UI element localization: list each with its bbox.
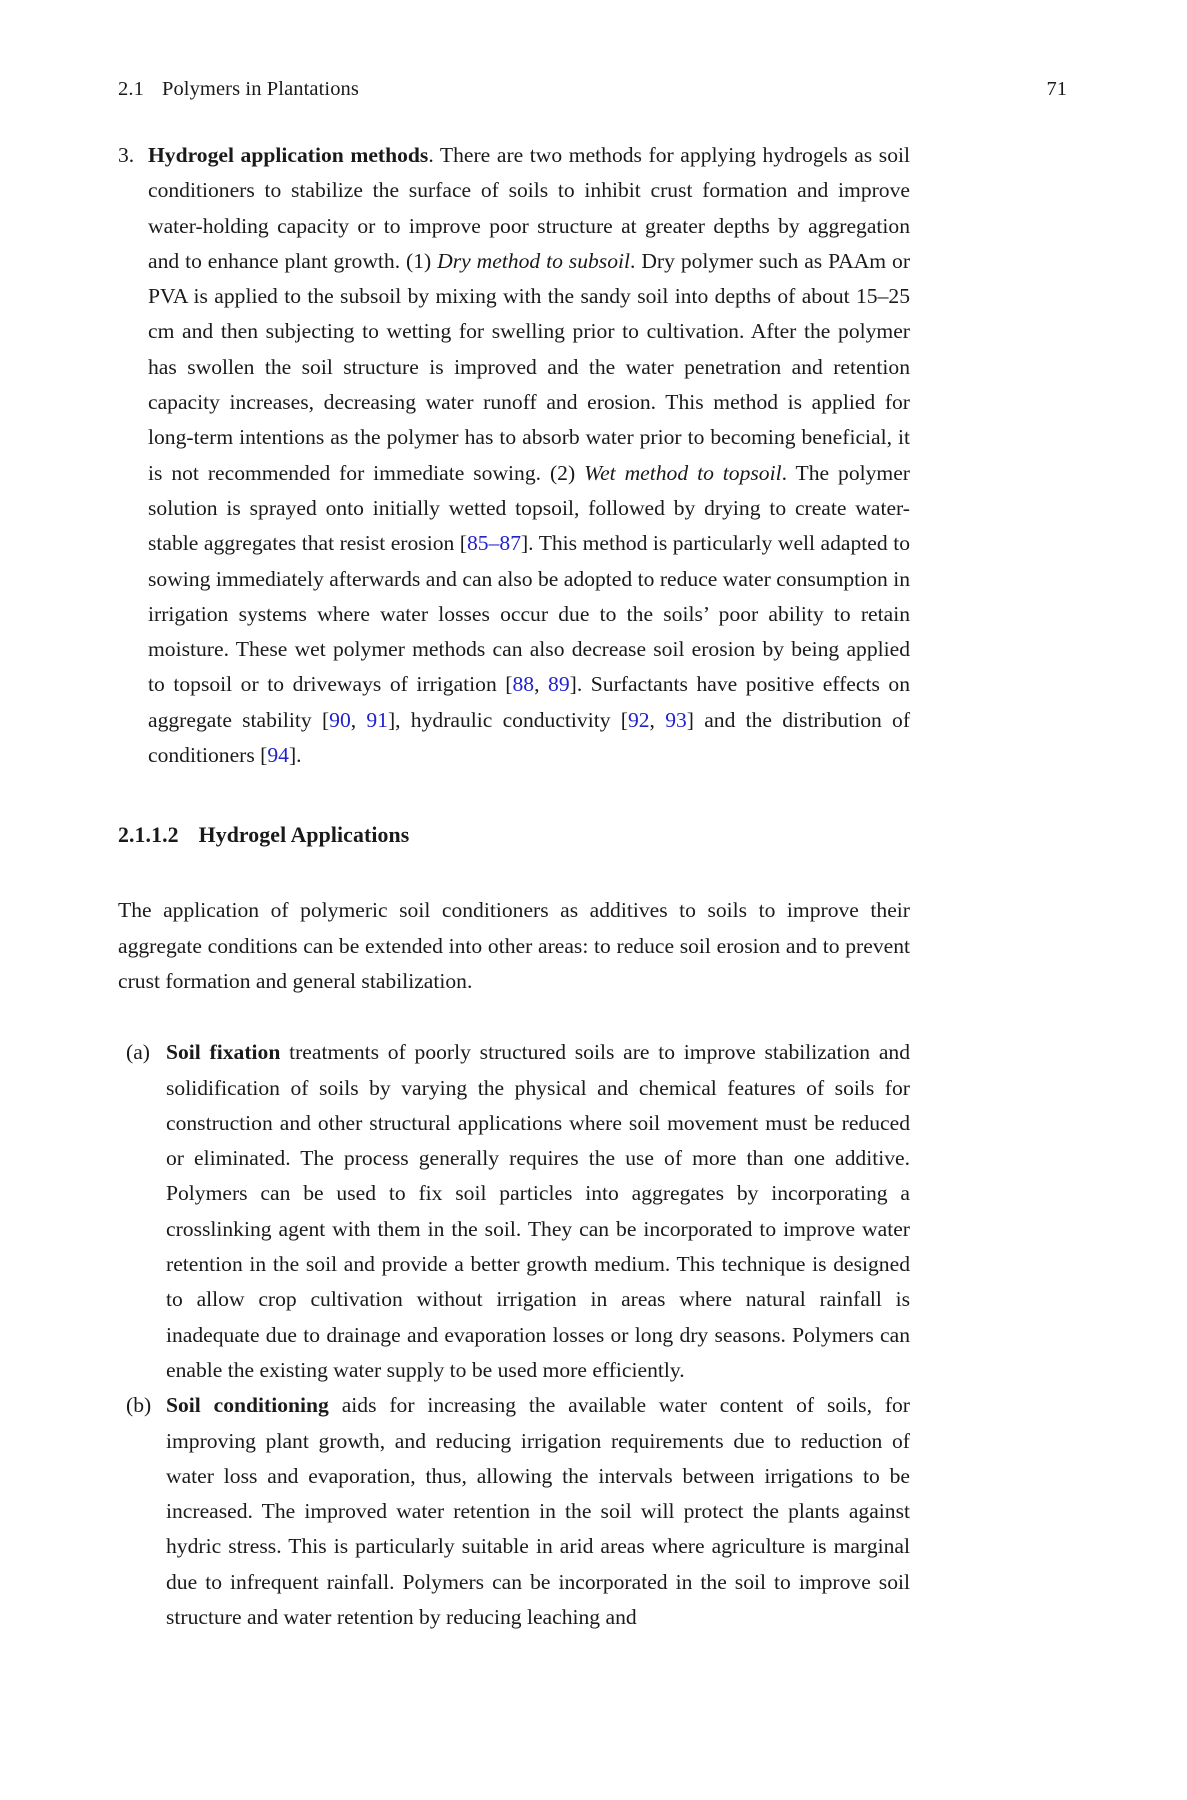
text-run: ] and the distribution of conditioners [ bbox=[148, 707, 911, 768]
citation-link[interactable]: 89 bbox=[548, 672, 570, 697]
citation-link[interactable]: 93 bbox=[665, 707, 687, 732]
citation-link[interactable]: 91 bbox=[366, 707, 388, 732]
header-section-number: 2.1 bbox=[118, 78, 144, 100]
page-content bbox=[118, 138, 910, 1635]
citation-link[interactable]: 90 bbox=[329, 707, 351, 732]
list-item-body bbox=[166, 1035, 910, 1388]
text-run: ]. This method is particularly well adapted to sowing immediately afterwards and can also be adopted to reduce water consumption in irrigation systems where water losses occur due to the soils’ poor ability to retain moisture. These wet polymer methods can also decrease soil erosion by being applied to topsoil or to driveways of irrigation [ bbox=[148, 531, 910, 697]
page-number: 71 bbox=[1046, 78, 1067, 100]
list-item-a bbox=[118, 1035, 910, 1388]
text-run: , bbox=[350, 707, 367, 732]
list-item-numbered-3 bbox=[118, 138, 910, 773]
list-item-body bbox=[166, 1388, 910, 1635]
list-marker: 3. bbox=[118, 143, 135, 167]
lead-in-bold: Soil conditioning bbox=[166, 1393, 329, 1418]
running-header bbox=[118, 78, 908, 101]
subsection-number: 2.1.1.2 bbox=[118, 823, 179, 848]
citation-link[interactable]: 92 bbox=[627, 707, 650, 732]
text-run: . There are two methods for applying hydrogels as soil conditioners to stabilize the surface of soils to inhibit crust formation and improve water-holding capacity or to improve poor structure at greater depths by aggregation and to enhance plant growth. (1) bbox=[148, 143, 910, 273]
paragraph-hydrogel-application-methods bbox=[148, 138, 910, 773]
text-run: treatments of poorly structured soils are to improve stabilization and solidification of soils by varying the physical and chemical features of soils for construction and other structural applications where soil movement must be reduced or eliminated. The process generally requires the use of more than one additive. Polymers can be used to fix soil particles into aggregates by incorporating a crosslinking agent with them in the soil. They can be incorporated to improve water retention in the soil and provide a better growth medium. This technique is designed to allow crop cultivation without irrigation in areas where natural rainfall is inadequate due to drainage and evaporation losses or long dry seasons. Polymers can enable the existing water supply to be used more efficiently. bbox=[166, 1040, 910, 1382]
text-run: ]. Surfactants have positive effects on aggregate stability [ bbox=[148, 672, 910, 732]
list-item-b bbox=[118, 1388, 910, 1635]
list-item-body bbox=[148, 138, 910, 773]
citation-link[interactable]: 85–87 bbox=[467, 531, 521, 556]
text-run: ]. bbox=[288, 743, 302, 768]
text-run: , bbox=[534, 672, 549, 697]
italic-term-wet-method: Wet method to topsoil bbox=[584, 460, 782, 485]
lead-in-bold: Soil fixation bbox=[166, 1040, 281, 1065]
italic-term-dry-method: Dry method to subsoil bbox=[437, 248, 631, 273]
text-run: , bbox=[649, 707, 666, 732]
header-section-title: Polymers in Plantations bbox=[161, 78, 359, 100]
intro-paragraph: The application of polymeric soil conditioners as additives to soils to improve their aggregate conditions can be extended into other areas: to reduce soil erosion and to prevent crust formation and general stabilization. bbox=[118, 898, 910, 993]
text-run: aids for increasing the available water content of soils, for improving plant growth, and reducing irrigation requirements due to reduction of water loss and evaporation, thus, allowing the intervals between irrigations to be increased. The improved water retention in the soil will protect the plants against hydric stress. This is particularly suitable in arid areas where agriculture is marginal due to infrequent rainfall. Polymers can be incorporated in the soil to improve soil structure and water retention by reducing leaching and bbox=[166, 1393, 910, 1629]
text-run: ], hydraulic conductivity [ bbox=[387, 707, 628, 732]
list-marker: (b) bbox=[126, 1393, 152, 1418]
citation-link[interactable]: 94 bbox=[267, 743, 289, 768]
text-run: . The polymer solution is sprayed onto initially wetted topsoil, followed by drying to create water-stable aggregates that resist erosion [ bbox=[148, 460, 910, 556]
text-run: . Dry polymer such as PAAm or PVA is applied to the subsoil by mixing with the sandy soil into depths of about 15–25 cm and then subjecting to wetting for swelling prior to cultivation. After the polymer has swollen the soil structure is improved and the water penetration and retention capacity increases, decreasing water runoff and erosion. This method is applied for long-term intentions as the polymer has to absorb water prior to becoming beneficial, it is not recommended for immediate sowing. (2) bbox=[148, 248, 911, 485]
paragraph-soil-conditioning bbox=[166, 1388, 910, 1635]
citation-link[interactable]: 88 bbox=[512, 672, 535, 697]
paragraph-soil-fixation bbox=[166, 1035, 910, 1388]
subsection-title: Hydrogel Applications bbox=[198, 823, 410, 848]
lettered-list bbox=[118, 1035, 910, 1635]
list-marker: (a) bbox=[126, 1040, 150, 1065]
lead-in-bold: Hydrogel application methods bbox=[148, 143, 429, 167]
subsection-heading bbox=[118, 823, 910, 848]
